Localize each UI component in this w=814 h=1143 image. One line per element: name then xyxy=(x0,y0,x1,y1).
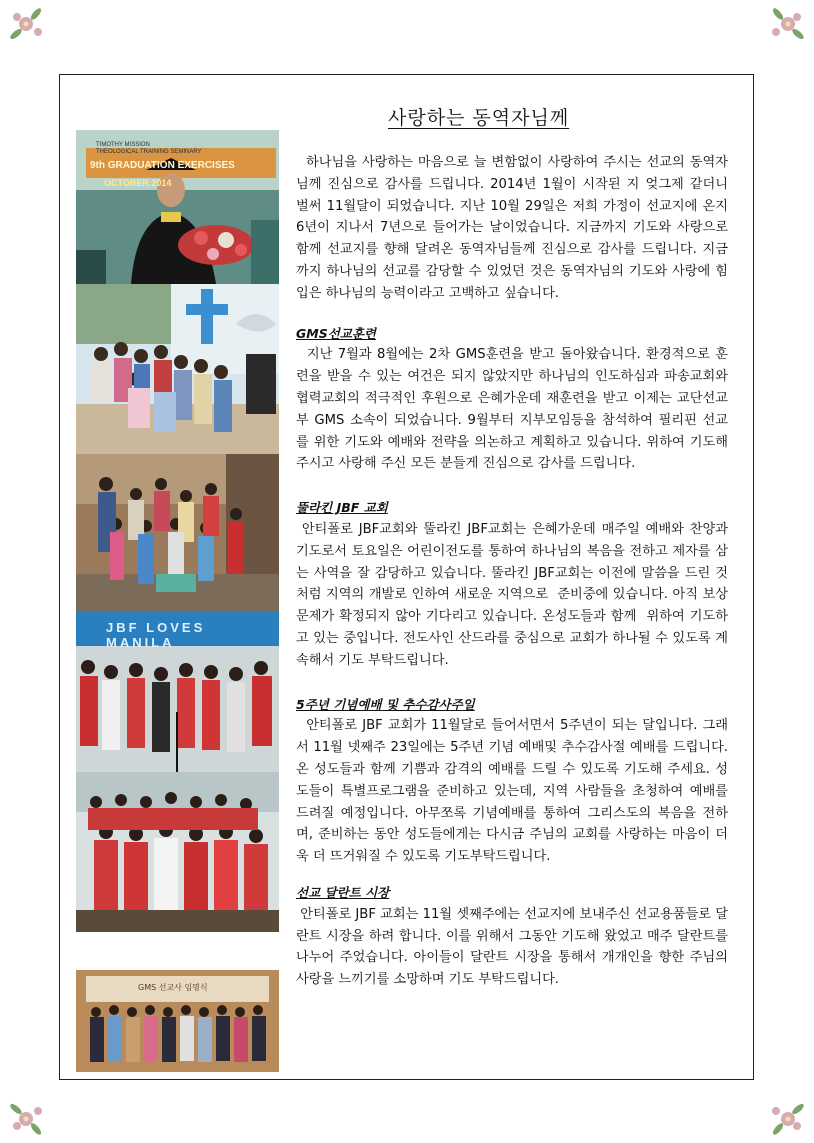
intro-paragraph: 하나님을 사랑하는 마음으로 늘 변함없이 사랑하여 주시는 선교의 동역자님께 진심으로 감사를 드립니다. 2014년 1월이 시작된 지 엊그제 같더니 벌써 11월달이 되었습니다. 지난 10월 29일은 저희 가정이 선교지에 온지 6년이 지나서 7년으로 들어가는 날이었습니다. 지금까지 기도와 사랑으로 함께 선교지를 향해 달려온 동역자님들께 진심으로 감사를 드립니다. 지금까지 하나님의 선교를 감당할 수 있었던 것은 동역자님의 기도와 사랑에 힘입은 하나님의 능력이라고 고백하고 싶습니다. xyxy=(296,155,733,301)
corner-flower-ornament xyxy=(6,4,50,48)
corner-flower-ornament xyxy=(764,1095,808,1139)
section-body-anniversary: 안티폴로 JBF 교회가 11월달로 들어서면서 5주년이 되는 달입니다. 그래서 11월 넷째주 23일에는 5주년 기념 예배및 추수감사절 예배를 드립니다. 온 성도들과 함께 기쁨과 감격의 예배를 드릴 수 있도록 기도해 주세요. 성도들이 특별프로그램을 준비하고 있는데, 지역 사람들을 초청하여 예배를 드려질 예정입니다. 아무쪼록 기념예배를 통하여 그리스도의 복음을 전하며, 준비하는 동안 성도들에게는 다시금 주님의 교회를 사랑하는 마음이 더욱 더 뜨거워질 수 있도록 기도부탁드립니다. xyxy=(296,718,733,865)
section-heading-tulakin: 뚤라킨 JBF 교회 xyxy=(296,500,388,516)
congregation-photo xyxy=(76,772,279,932)
section-heading-talent-market: 선교 달란트 시장 xyxy=(296,884,390,900)
gms-ceremony-photo xyxy=(76,932,279,1072)
photo-sign-line1: TIMOTHY MISSION xyxy=(96,142,150,148)
photo-column xyxy=(76,130,279,1072)
photo-sign-line2: THEOLOGICAL TRAINING SEMINARY xyxy=(96,149,202,155)
children-mural-photo xyxy=(76,284,279,454)
letter-title: 사랑하는 동역자님께 xyxy=(388,107,570,129)
photo-sign-date: OCTOBER 2014 xyxy=(104,178,172,188)
corner-flower-ornament xyxy=(764,4,808,48)
kids-outdoor-photo xyxy=(76,454,279,612)
section-body-talent-market: 안티폴로 JBF 교회는 11월 셋째주에는 선교지에 보내주신 선교용품들로 달란트 시장을 하려 합니다. 이를 위해서 그동안 기도해 왔었고 매주 달란트를 나누어 주었습니다. 아이들이 달란트 시장을 통해서 개개인을 향한 주님의 사랑을 느끼기를 소망하며 기도 부탁드립니다. xyxy=(296,906,733,988)
section-heading-anniversary: 5주년 기념예배 및 추수감사주일 xyxy=(296,696,475,712)
section-body-gms: 지난 7월과 8월에는 2차 GMS훈련을 받고 돌아왔습니다. 환경적으로 훈련을 받을 수 있는 여건은 되지 않았지만 하나님의 인도하심과 파송교회와 협력교회의 적극적인 후원으로 은혜가운데 재훈련을 받고 이제는 교단선교부 GMS 소속이 되었습니다. 9월부터 지부모임등을 참석하여 필리핀 선교를 위한 기도와 예배와 전략을 의논하고 계획하고 있습니다. 위하여 기도해 주시고 사랑해 주신 모든 분들게 진심으로 감사를 드립니다. xyxy=(296,347,733,472)
photo-sign-church-banner: JBF LOVES MANILA xyxy=(106,620,206,650)
photo-sign-banner: 9th GRADUATION EXERCISES xyxy=(90,160,235,171)
photo-sign-group-banner: GMS 선교사 임명식 xyxy=(138,983,208,992)
singing-group-photo xyxy=(76,612,279,772)
letter-body xyxy=(296,152,733,991)
graduation-photo xyxy=(76,130,279,284)
section-heading-gms: GMS선교훈련 xyxy=(296,325,377,341)
corner-flower-ornament xyxy=(6,1095,50,1139)
section-body-tulakin: 안티폴로 JBF교회와 뚤라킨 JBF교회는 은혜가운데 매주일 예배와 찬양과 기도로서 토요일은 어린이전도를 통하여 하나님의 복음을 전하고 제자를 삼는 사역을 잘 감당하고 있습니다. 뚤라킨 JBF교회는 이전에 말씀을 드린 것처럼 지역의 개발로 인하여 새로운 지역으로 준비중에 있습니다. 아직 보상문제가 확정되지 않아 기다리고 있습니다. 온성도들과 함께 위하여 기도하고 있는 중입니다. 전도사인 산드라를 중심으로 교회가 하나될 수 있도록 계속해서 기도 부탁드립니다. xyxy=(296,521,733,668)
